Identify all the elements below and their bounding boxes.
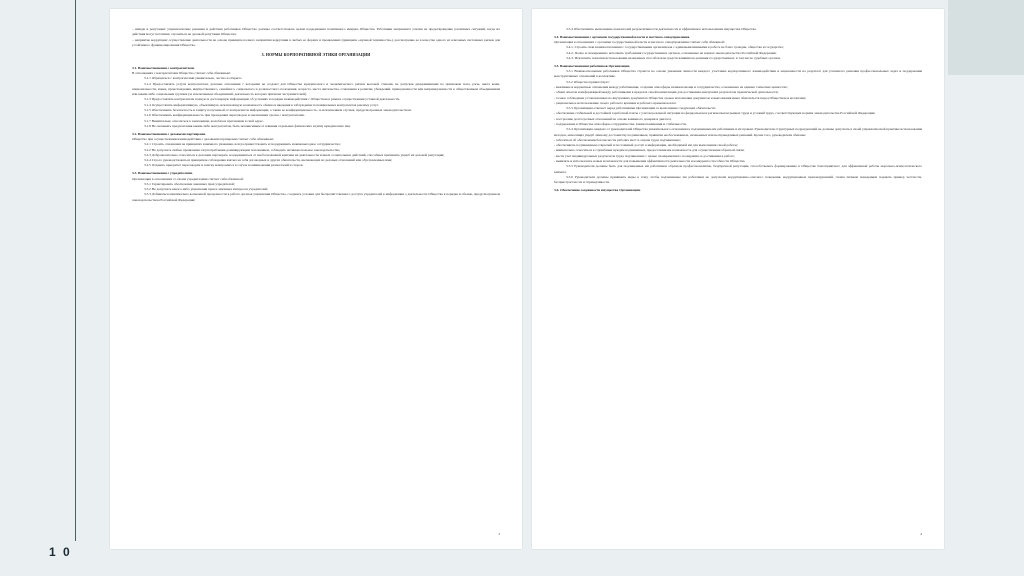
- document-paragraph: - поддержание в Обществе атмосферы сотрудничества, взаимопонимания и стабильности.: [554, 121, 687, 126]
- section-heading: 3.1. Взаимоотношения с контрагентами.: [132, 65, 195, 70]
- document-paragraph: 3.4.2. Полно и своевременно исполнять требования государственных органов, основанные на нормах законодательства Российской Федерации;: [566, 50, 777, 55]
- document-paragraph: – неприятие коррупции: осуществление деятельности на основе принципа полного неприятия коррупции в любых ее формах и проявлениях (принципа «нулевой терпимости»), рассмотрение ее в качестве одного из ключевых системных рисков для устойчивого функционирования Общества.: [132, 37, 500, 47]
- document-paragraph: 3.4.3. Исключить попытки использования незаконных способов или средств влияния на решения государственных, в том числе судебных органов.: [566, 56, 781, 60]
- document-paragraph: - обеспечивать подчиненным открытый и постоянный доступ к информации, необходимой им для выполнения своей работы;: [554, 143, 738, 148]
- section-heading: 3.5. Взаимоотношения работников Организации.: [554, 63, 631, 68]
- document-paragraph: 3.5.1 Гарантировать обеспечение законных прав учредителей;: [144, 181, 235, 186]
- slide-number: 1 0: [49, 545, 72, 559]
- document-paragraph: - выявлять и использовать новые возможности для повышения эффективности деятельности и конкурентоспособности Общества.: [554, 158, 746, 163]
- document-paragraph: 3.2.2 Не допускать любые проявления злоупотребления доминирующим положением, соблюдать антимонопольное законодательство;: [144, 147, 341, 152]
- document-paragraph: - заботиться об обеспечении безопасности рабочих мест и охране труда подчиненных;: [554, 137, 681, 142]
- document-paragraph: 3.5.3 Добиваться максимально возможной прозрачности в работе органов управления Общества, создавать условия для беспрепятственного доступа учредителей к информации о деятельности Общества в порядке и объеме, предусмотренном законодательством Российской Федерации;: [132, 192, 500, 202]
- document-paragraph: 3.1.5 Обеспечивать безопасность и защиту полученной от контрагентов информации, а также ее конфиденциальность, за исключением случаев, предусмотренных законодательством.: [144, 108, 412, 113]
- document-paragraph: В отношениях с контрагентами Общество считает себя обязанным:: [132, 71, 231, 76]
- document-paragraph: 3.5.2 Общество приветствует:: [566, 79, 610, 84]
- document-paragraph: 3.1.4 Осуществлять информативную, объективную, исключающую возможность обмана и введения в заблуждение потенциальных контрагентов рекламу услуг.: [144, 102, 379, 107]
- document-page-left-body: [110, 9, 522, 549]
- document-paragraph: Общество при осуществлении взаимодействия с деловыми партнерами считает себя обязанным:: [132, 137, 274, 142]
- document-paragraph: 3.5.1 Взаимоотношения работников Общества строятся на основе уважения личности каждого участника корпоративного взаимодействия и нацеленности на результат для успешного решения профессиональных задач и поддержания конструктивных отношений в коллективе.: [554, 69, 922, 79]
- document-paragraph: 3.2.5 Отдавать приоритет переговорам и поиску компромисса в случае возникновения разногласий и споров.: [144, 163, 304, 168]
- document-paragraph: Организация в отношениях с органами государственной власти и местного самоуправления считает себя обязанной:: [554, 40, 725, 45]
- document-paragraph: - внимательно относиться к служебным нуждам подчиненных, предоставляя им возможность для осуществления обратной связи;: [554, 148, 745, 153]
- document-paragraph: 3.1.3 Предоставлять контрагентам полную и достоверную информацию об условиях и порядке взаимодействия с Обществом в рамках осуществления уставной деятельности.: [144, 97, 400, 102]
- document-paragraph: 3.2.3 Доброжелательно относиться к деловым партнерам, воздерживаться от необоснованной критики их деятельности и иных сознательных действий, способных причинить ущерб их деловой репутации;: [144, 152, 445, 157]
- document-paragraph: 3.1.6 Обеспечивать конфиденциальность при проведении переговоров и заключении сделок с контрагентами.: [144, 113, 305, 118]
- document-paragraph: 3.5.3 Организация отвечает перед работниками Организации за выполнение следующих обязательств:: [566, 106, 716, 111]
- decorative-corner-block: [948, 0, 1024, 75]
- page-folio-right: 4: [920, 532, 922, 536]
- document-page-right[interactable]: [532, 9, 944, 549]
- document-paragraph: 3.5.6 Руководители должны принимать меры к тому, чтобы подчиненные им работники не допускали коррупционно-опасного поведения, коррупционных правонарушений, своим личным поведением подавать пример честности, беспристрастности и справедливости.: [554, 174, 922, 185]
- section-heading: 3.4. Взаимоотношения с органами государственной власти и местного самоуправления.: [554, 34, 691, 39]
- document-paragraph: 3.2.4 Строго руководствоваться принципом соблюдения взятых на себя договорных и других обязательств, вытекающих из деловых отношений или обусловленных ими;: [144, 158, 393, 163]
- section-heading: 3.2. Взаимоотношения с деловыми партнерами.: [132, 131, 207, 136]
- document-paragraph: 3.4.1. Строить свои взаимоотношения с государственными органами как с единомышленниками в работе на благо граждан, общества и государства;: [566, 45, 784, 50]
- document-paragraph: - точное соблюдение установленных во внутренних документах Общества сроков исполнения документов и выполнения иных обязательств перед Обществом и коллегами;: [554, 95, 806, 100]
- document-paragraph: 3.1.7 Внимательно относиться к замечаниям, жалобам и претензиям в свой адрес.: [144, 118, 264, 123]
- document-paragraph: 3.5.4 Организация ожидает от руководителей Общества уважительного отношения к подчиненным им работникам и их правам. Руководители структурных подразделений не должны допускать в своей управленческой практике использования методов, наносящих ущерб личному достоинству подчиненных, принятия необоснованных, незаконных или несправедливых решений. Кроме того, руководители обязаны:: [554, 127, 922, 137]
- section-heading: 3.6. Обеспечение сохранности имущества Организации.: [554, 187, 641, 192]
- document-page-right-body: [532, 9, 944, 549]
- page-folio-left: 3: [498, 532, 500, 536]
- section-heading: 3.3. Взаимоотношения с учредителями.: [132, 171, 193, 176]
- document-paragraph: - рациональное использование своего рабочего времени и рабочего времени коллег.: [554, 100, 677, 105]
- document-paragraph: 3.1.2 Предоставлять услуги контрагентам, деловые отношения с которыми не создают для Общества юридического и экономического рисков высокой степени, не допуская дискриминации по признакам пола, расы, цвета кожи, национальности, языка, происхождения, имущественного, семейного, социального и должностного положения, возраста, места жительства, отношения к религии, убеждений, принадлежности или непринадлежности к общественным объединениям или каким-либо социальным группам (за исключением объединений, деятельность которых признана экстремистской).: [132, 81, 500, 97]
- document-paragraph: - обеспечение стабильной и достойной заработной платы с учетом реальной ситуации на федеральном и региональном рынках труда и условий труда, соответствующих нормам законодательства Российской Федерации;: [554, 111, 876, 116]
- document-page-left[interactable]: [110, 9, 522, 549]
- document-paragraph: Организация в отношениях со своим учредителями считает себя обязанной:: [132, 176, 244, 181]
- document-paragraph: – имидж и репутация: управленческие решения и действия работников Общества должны соответствовать целям поддержания позитивного имиджа Общества. Работники направляют усилия на предотвращение различных ситуаций, когда их действия могут негативно отразиться на деловой репутации Общества;: [132, 27, 500, 37]
- document-paragraph: 3.5.2 Не допускать какого-либо ущемления прав и законных интересов учредителей;: [144, 187, 268, 192]
- document-paragraph: - вести учет индивидуальных результатов труда подчиненных с целью своевременного поощрения за достижения в работе;: [554, 153, 735, 158]
- decorative-vertical-rule: [75, 0, 76, 541]
- document-paragraph: 3.5.4 Обеспечивать выполнение показателей результативности деятельности и эффективное использование имущества Общества.: [566, 27, 757, 31]
- document-paragraph: 3.1.1 Обращаться с контрагентами уважительно, честно и открыто.: [144, 76, 243, 81]
- document-paragraph: - построение долгосрочных отношений на основе взаимного доверия и диалога;: [554, 116, 672, 121]
- document-paragraph: 3.5.5 Руководители должны быть для подчиненных им работников образцом профессионализма, безупречной репутации, способствовать формированию в Обществе благоприятного для эффективной работы морально-психологического климата.: [554, 164, 922, 174]
- section-title: 3. НОРМЫ КОРПОРАТИВНОЙ ЭТИКИ ОРГАНИЗАЦИИ: [261, 52, 371, 57]
- document-paragraph: 3.1.8 Не оказывать предпочтения каким-либо контрагентам, быть независимым от влияния отдельных физических и (или) юридических лиц.: [144, 123, 351, 128]
- document-paragraph: - обмен опытом и информацией между работниками в пределах своей компетенции для достижения наилучших результатов практической деятельности;: [554, 90, 779, 95]
- document-paragraph: 3.2.1 Строить отношения на принципах взаимного уважения, всегда приветствовать и поддерживать взаимовыгодное сотрудничество;: [144, 142, 341, 147]
- document-paragraph: - вежливые и корректные отношения между работниками, создание атмосферы взаимопомощи и сотрудничества, основанных на единых этических ценностях;: [554, 85, 788, 89]
